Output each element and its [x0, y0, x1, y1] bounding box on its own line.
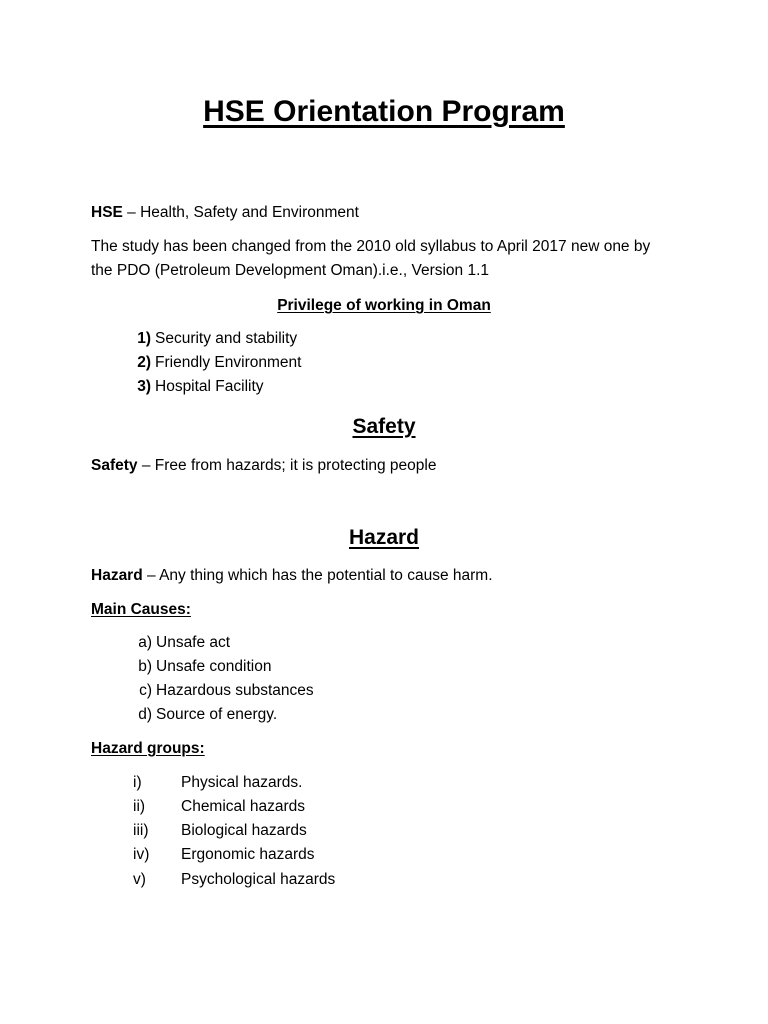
list-item-text: Unsafe act: [156, 634, 231, 651]
list-item-text: Physical hazards.: [181, 774, 303, 791]
list-marker: c): [139, 682, 152, 699]
list-marker: a): [138, 634, 152, 651]
main-causes-list-item: [128, 704, 277, 726]
list-item-text: Biological hazards: [181, 822, 307, 839]
page-title: HSE Orientation Program: [203, 95, 565, 128]
privilege-list-item: [128, 352, 301, 374]
hazard-groups-list-item: [133, 796, 305, 818]
list-marker: iii): [133, 822, 149, 839]
list-marker: i): [133, 774, 142, 791]
list-marker: iv): [133, 846, 150, 863]
privilege-list-item: [128, 328, 297, 350]
list-item-text: Friendly Environment: [155, 354, 302, 371]
hazard-definition: [91, 565, 493, 587]
list-item-text: Chemical hazards: [181, 798, 306, 815]
privilege-list-item: [128, 376, 264, 398]
study-paragraph-line-1: The study has been changed from the 2010 old syllabus to April 2017 new one by: [91, 238, 651, 255]
list-marker: v): [133, 871, 146, 888]
safety-heading: Safety: [352, 415, 416, 438]
list-marker: d): [138, 706, 152, 723]
list-marker: 3): [137, 378, 151, 395]
hse-definition: [91, 202, 359, 224]
hse-term: HSE: [91, 204, 123, 221]
list-item-text: Psychological hazards: [181, 871, 336, 888]
privilege-heading: Privilege of working in Oman: [277, 297, 491, 314]
list-item-text: Ergonomic hazards: [181, 846, 315, 863]
list-marker: 2): [137, 354, 151, 371]
safety-definition: [91, 455, 436, 477]
list-marker: ii): [133, 798, 146, 815]
list-item-text: Hazardous substances: [156, 682, 314, 699]
list-item-text: Unsafe condition: [156, 658, 272, 675]
hazard-groups-list-item: [133, 772, 302, 794]
hazard-groups-list-item: [133, 869, 335, 891]
list-marker: 1): [137, 330, 151, 347]
list-item-text: Security and stability: [155, 330, 298, 347]
main-causes-list-item: [128, 680, 314, 702]
hazard-term: Hazard: [91, 567, 143, 584]
main-causes-heading: Main Causes:: [91, 601, 191, 618]
hazard-heading: Hazard: [348, 526, 420, 549]
hazard-groups-heading: Hazard groups:: [91, 740, 205, 757]
list-item-text: Source of energy.: [156, 706, 278, 723]
main-causes-list-item: [128, 656, 271, 678]
hazard-groups-list-item: [133, 820, 307, 842]
hazard-groups-list-item: [133, 844, 315, 866]
hazard-definition-text: – Any thing which has the potential to cause harm.: [142, 567, 493, 584]
hse-definition-text: – Health, Safety and Environment: [122, 204, 359, 221]
safety-definition-text: – Free from hazards; it is protecting people: [137, 457, 437, 474]
main-causes-list-item: [128, 632, 230, 654]
list-item-text: Hospital Facility: [155, 378, 264, 395]
study-paragraph-line-2: the PDO (Petroleum Development Oman).i.e., Version 1.1: [91, 262, 490, 279]
safety-term: Safety: [91, 457, 138, 474]
list-marker: b): [138, 658, 152, 675]
